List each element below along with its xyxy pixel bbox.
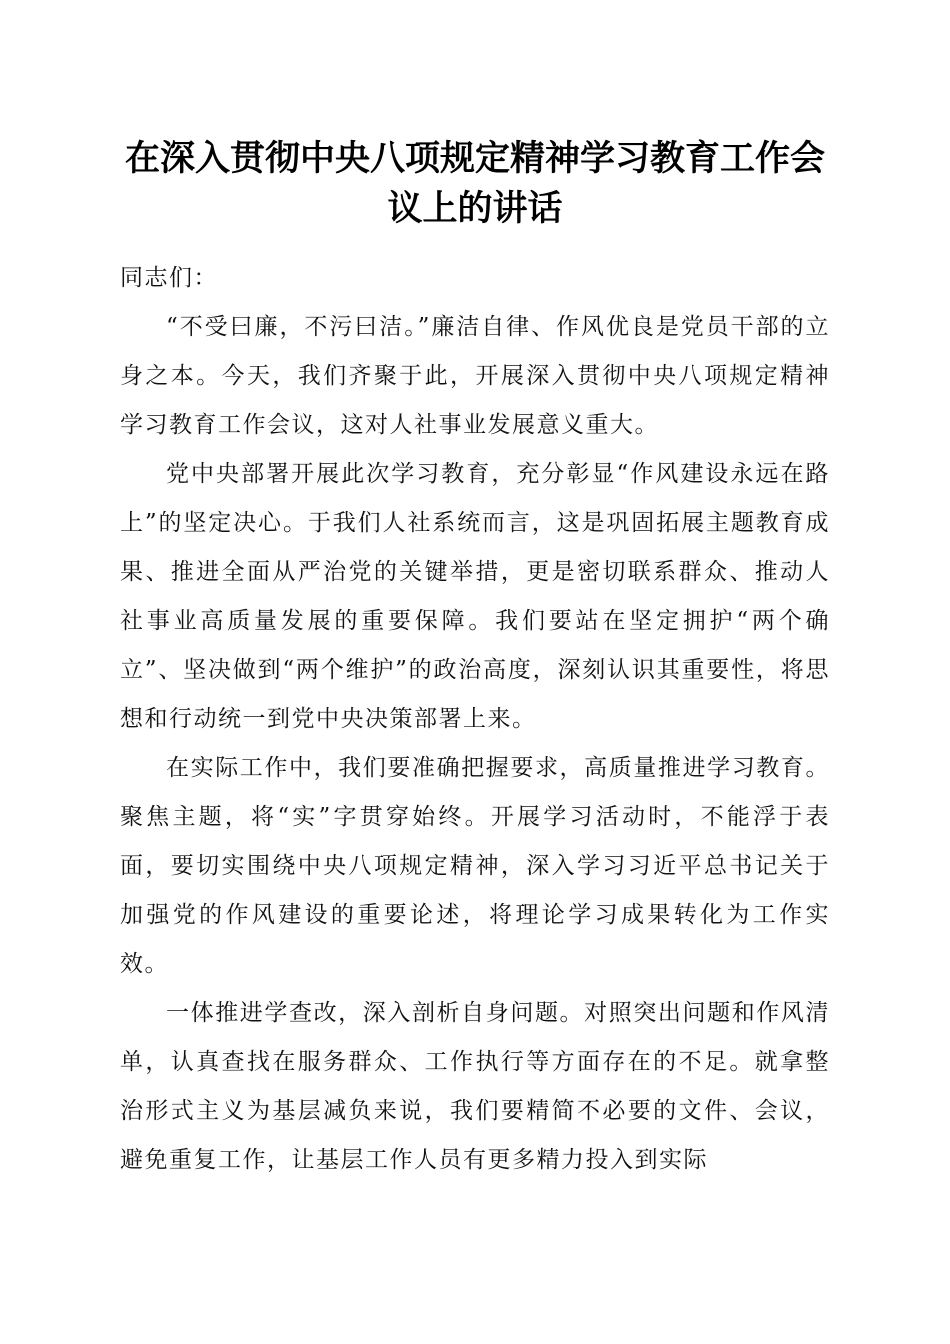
document-body bbox=[120, 254, 830, 1185]
paragraph-3: 在实际工作中，我们要准确把握要求，高质量推进学习教育。聚焦主题，将“实”字贯穿始终。开展学习活动时，不能浮于表面，要切实围绕中央八项规定精神，深入学习习近平总书记关于加强党的作风建设的重要论述，将理论学习成果转化为工作实效。 bbox=[120, 755, 830, 977]
paragraph-1: “不受曰廉，不污曰洁。”廉洁自律、作风优良是党员干部的立身之本。今天，我们齐聚于此，开展深入贯彻中央八项规定精神学习教育工作会议，这对人社事业发展意义重大。 bbox=[120, 314, 830, 438]
salutation: 同志们： bbox=[120, 265, 218, 291]
document-title: 在深入贯彻中央八项规定精神学习教育工作会议上的讲话 bbox=[124, 138, 825, 229]
paragraph-4: 一体推进学查改，深入剖析自身问题。对照突出问题和作风清单，认真查找在服务群众、工作执行等方面存在的不足。就拿整治形式主义为基层减负来说，我们要精简不必要的文件、会议，避免重复工作，让基层工作人员有更多精力投入到实际 bbox=[120, 1000, 830, 1173]
paragraph-2: 党中央部署开展此次学习教育，充分彰显“作风建设永远在路上”的坚定决心。于我们人社系统而言，这是巩固拓展主题教育成果、推进全面从严治党的关键举措，更是密切联系群众、推动人社事业高质量发展的重要保障。我们要站在坚定拥护“两个确立”、坚决做到“两个维护”的政治高度，深刻认识其重要性，将思想和行动统一到党中央决策部署上来。 bbox=[120, 461, 830, 732]
